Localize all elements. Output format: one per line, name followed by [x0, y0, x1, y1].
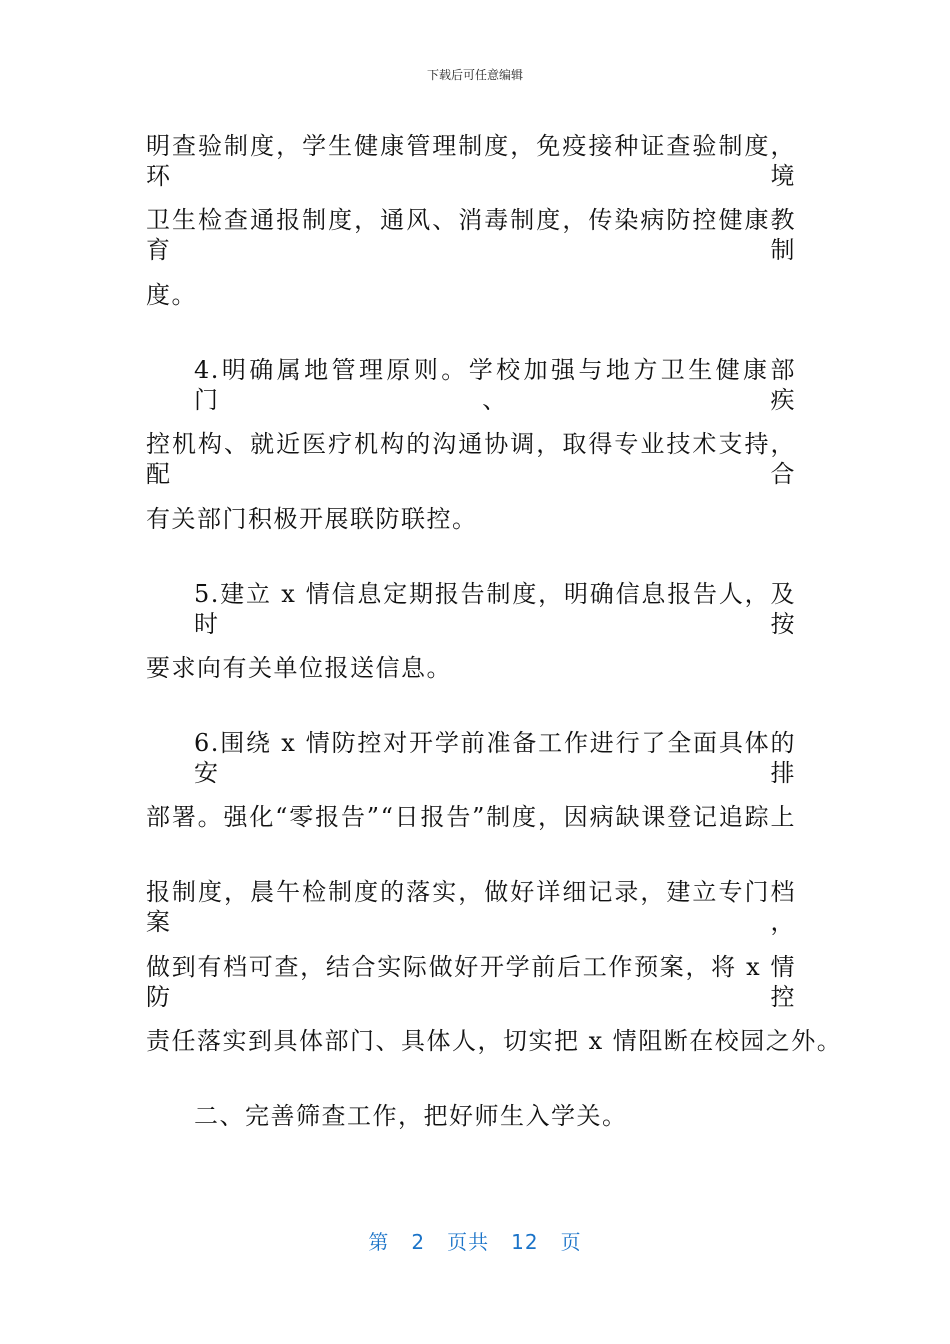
body-line: 有关部门积极开展联防联控。 — [146, 505, 478, 533]
footer-prefix: 第 — [368, 1230, 390, 1254]
body-line: 4.明确属地管理原则。学校加强与地方卫生健康部门、疾 — [194, 356, 796, 414]
body-line: 部署。强化“零报告”“日报告”制度，因病缺课登记追踪上 — [146, 803, 796, 831]
body-line: 5.建立 x 情信息定期报告制度，明确信息报告人，及时按 — [194, 580, 796, 638]
footer-middle: 页共 — [447, 1230, 490, 1254]
body-line: 责任落实到具体部门、具体人，切实把 x 情阻断在校园之外。 — [146, 1027, 843, 1055]
body-line: 明查验制度，学生健康管理制度，免疫接种证查验制度，环境 — [146, 132, 796, 190]
footer-suffix: 页 — [560, 1230, 582, 1254]
body-line: 卫生检查通报制度，通风、消毒制度，传染病防控健康教育制 — [146, 206, 796, 264]
body-line: 要求向有关单位报送信息。 — [146, 654, 452, 682]
body-line: 报制度，晨午检制度的落实，做好详细记录，建立专门档案， — [146, 878, 796, 936]
footer-total-pages: 12 — [511, 1230, 539, 1254]
page-header: 下载后可任意编辑 — [426, 68, 523, 82]
section-heading: 二、完善筛查工作，把好师生入学关。 — [194, 1102, 628, 1130]
footer-page-number: 2 — [411, 1230, 426, 1254]
page-footer — [0, 1226, 950, 1255]
body-line: 6.围绕 x 情防控对开学前准备工作进行了全面具体的安排 — [194, 729, 796, 787]
body-line: 控机构、就近医疗机构的沟通协调，取得专业技术支持，配合 — [146, 430, 796, 488]
body-line: 做到有档可查，结合实际做好开学前后工作预案，将 x 情防控 — [146, 953, 796, 1011]
body-line: 度。 — [146, 281, 197, 309]
